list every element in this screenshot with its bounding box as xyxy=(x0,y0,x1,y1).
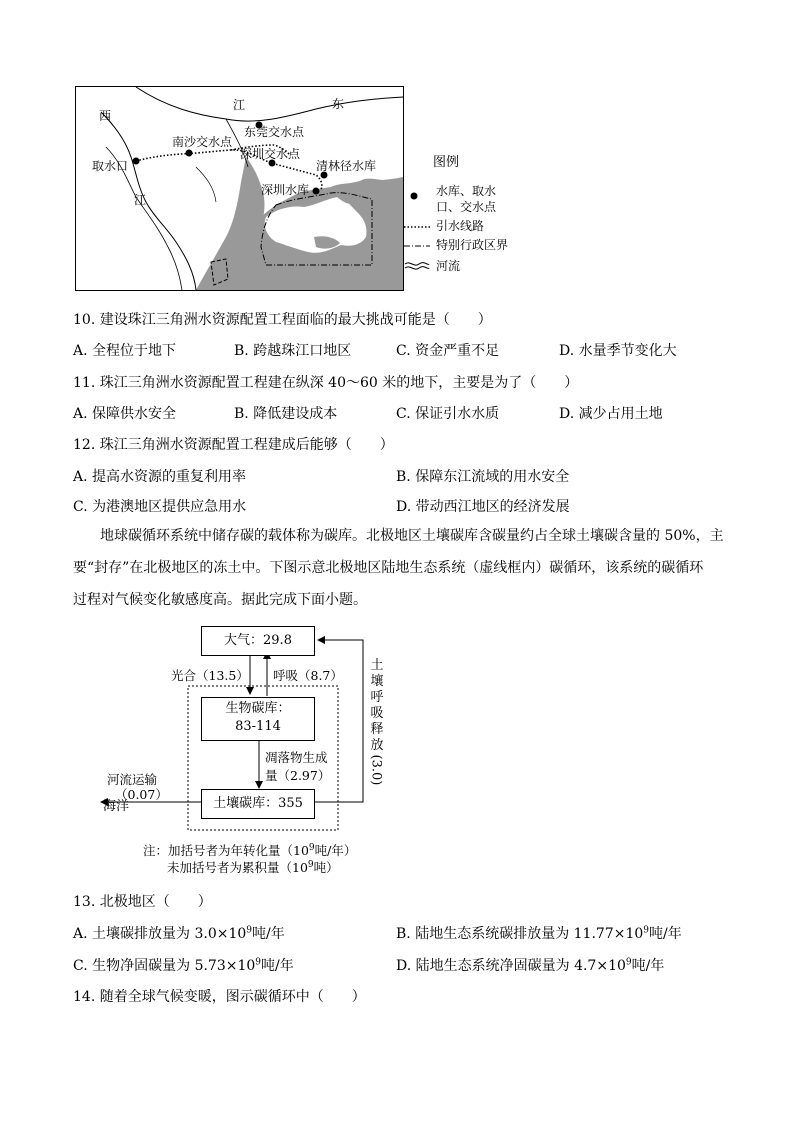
map-label-xi: 西 xyxy=(99,109,112,123)
map-label-qushuikou: 取水口 xyxy=(92,159,129,173)
map-label-qinglin: 清林径水库 xyxy=(316,159,377,173)
map-graphic xyxy=(76,87,403,290)
q13-option-a[interactable]: A. 土壤碳排放量为 $3.0\times 10^9$吨/年 xyxy=(73,925,285,942)
soil-resp-char-1: 土 xyxy=(370,658,384,673)
q11-option-d[interactable]: D. 减少占用土地 xyxy=(559,406,663,422)
legend-point-label-2: 口、交水点 xyxy=(436,200,497,214)
q13-option-c[interactable]: C. 生物净固碳量为 $5.73\times 10^9$吨/年 xyxy=(73,957,294,974)
bio-carbon-label: 生物碳库： xyxy=(225,701,291,716)
q11-option-c[interactable]: C. 保证引水水质 xyxy=(396,406,500,422)
river-transport-label-2: （0.07） xyxy=(115,787,168,802)
east-river xyxy=(136,87,403,121)
q10-option-b[interactable]: B. 跨越珠江口地区 xyxy=(234,343,352,359)
legend-boundary-icon xyxy=(404,243,430,249)
point-shenzhen-res xyxy=(313,188,320,195)
map-label-nansha: 南沙交水点 xyxy=(172,135,233,149)
q11-option-b[interactable]: B. 降低建设成本 xyxy=(234,406,338,422)
q10-option-a[interactable]: A. 全程位于地下 xyxy=(73,343,177,359)
soil-resp-char-2: 壤 xyxy=(370,674,384,689)
soil-resp-char-4: 吸 xyxy=(370,706,384,721)
legend-river-icon xyxy=(404,260,430,272)
litter-label-1: 凋落物生成 xyxy=(265,750,328,765)
legend-route-label: 引水线路 xyxy=(436,219,485,233)
river-transport-label-1: 河流运输 xyxy=(107,772,158,787)
map-label-shenzhen-res: 深圳水库 xyxy=(261,183,310,197)
q10-option-c[interactable]: C. 资金严重不足 xyxy=(396,343,500,359)
respiration-label: 呼吸（8.7） xyxy=(273,668,343,683)
q10-stem: 10. 建设珠江三角洲水资源配置工程面临的最大挑战可能是（ ） xyxy=(73,312,492,328)
diagram-note-2: 未加括号者为累积量（$10^9$吨） xyxy=(167,859,339,875)
legend-title: 图例 xyxy=(433,155,460,170)
atmosphere-box: 大气：29.8 xyxy=(201,626,315,656)
map-label-shenzhen-jiao: 深圳交水点 xyxy=(240,147,301,161)
point-qushuikou xyxy=(133,158,140,165)
soil-resp-char-6: 放 xyxy=(370,738,384,753)
carbon-cycle-diagram xyxy=(95,620,395,880)
legend-boundary-label: 特别行政区界 xyxy=(436,238,509,252)
q12-option-c[interactable]: C. 为港澳地区提供应急用水 xyxy=(73,499,247,515)
q11-stem: 11. 珠江三角洲水资源配置工程建在纵深 40～60 米的地下，主要是为了（ ） xyxy=(73,375,579,391)
passage-line-2: 要“封存”在北极地区的冻土中。下图示意北极地区陆地生态系统（虚线框内）碳循环，该系统的碳循环 xyxy=(73,560,704,576)
q12-stem: 12. 珠江三角洲水资源配置工程建成后能够（ ） xyxy=(73,437,394,453)
q13-stem: 13. 北极地区（ ） xyxy=(73,894,212,910)
bio-carbon-value: 83-114 xyxy=(235,719,281,734)
map-label-dongguan: 东莞交水点 xyxy=(244,125,305,139)
q12-option-a[interactable]: A. 提高水资源的重复利用率 xyxy=(73,469,247,485)
soil-resp-char-5: 释 xyxy=(370,722,384,737)
point-nansha xyxy=(186,150,193,157)
ocean-label: 海洋 xyxy=(103,799,130,814)
q13-option-d[interactable]: D. 陆地生态系统净固碳量为 $4.7\times 10^9$吨/年 xyxy=(396,957,665,974)
soil-respiration-label xyxy=(369,658,385,754)
soil-respiration-value: (3.0) xyxy=(368,754,384,786)
legend-point-icon xyxy=(409,191,419,201)
litter-label-2: 量（2.97） xyxy=(265,768,331,783)
map-legend xyxy=(404,150,524,280)
q10-option-d[interactable]: D. 水量季节变化大 xyxy=(559,343,677,359)
map-figure xyxy=(75,86,404,291)
soil-carbon-box: 土壤碳库：355 xyxy=(201,789,315,819)
diagram-note-1: 注：加括号者为年转化量（$10^9$吨/年） xyxy=(143,842,357,858)
q11-option-a[interactable]: A. 保障供水安全 xyxy=(73,406,177,422)
q12-option-d[interactable]: D. 带动西江地区的经济发展 xyxy=(396,499,570,515)
q14-stem: 14. 随着全球气候变暖，图示碳循环中（ ） xyxy=(73,989,366,1005)
legend-route-icon xyxy=(404,224,430,230)
q12-option-b[interactable]: B. 保障东江流域的用水安全 xyxy=(396,469,570,485)
passage-line-3: 过程对气候变化敏感度高。据此完成下面小题。 xyxy=(73,592,367,608)
bio-carbon-box xyxy=(201,697,315,741)
map-label-jiang-west: 江 xyxy=(134,193,147,207)
map-label-dong: 东 xyxy=(332,97,345,111)
legend-river-label: 河流 xyxy=(436,259,461,273)
photosynthesis-label: 光合（13.5） xyxy=(171,668,249,683)
legend-point-label-1: 水库、取水 xyxy=(436,184,497,198)
passage-line-1: 地球碳循环系统中储存碳的载体称为碳库。北极地区土壤碳库含碳量约占全球土壤碳含量的 50%，主 xyxy=(100,528,724,544)
q13-option-b[interactable]: B. 陆地生态系统碳排放量为 $11.77\times 10^9$吨/年 xyxy=(396,925,682,942)
soil-resp-char-3: 呼 xyxy=(370,690,384,705)
map-label-jiang-top: 江 xyxy=(233,98,246,112)
